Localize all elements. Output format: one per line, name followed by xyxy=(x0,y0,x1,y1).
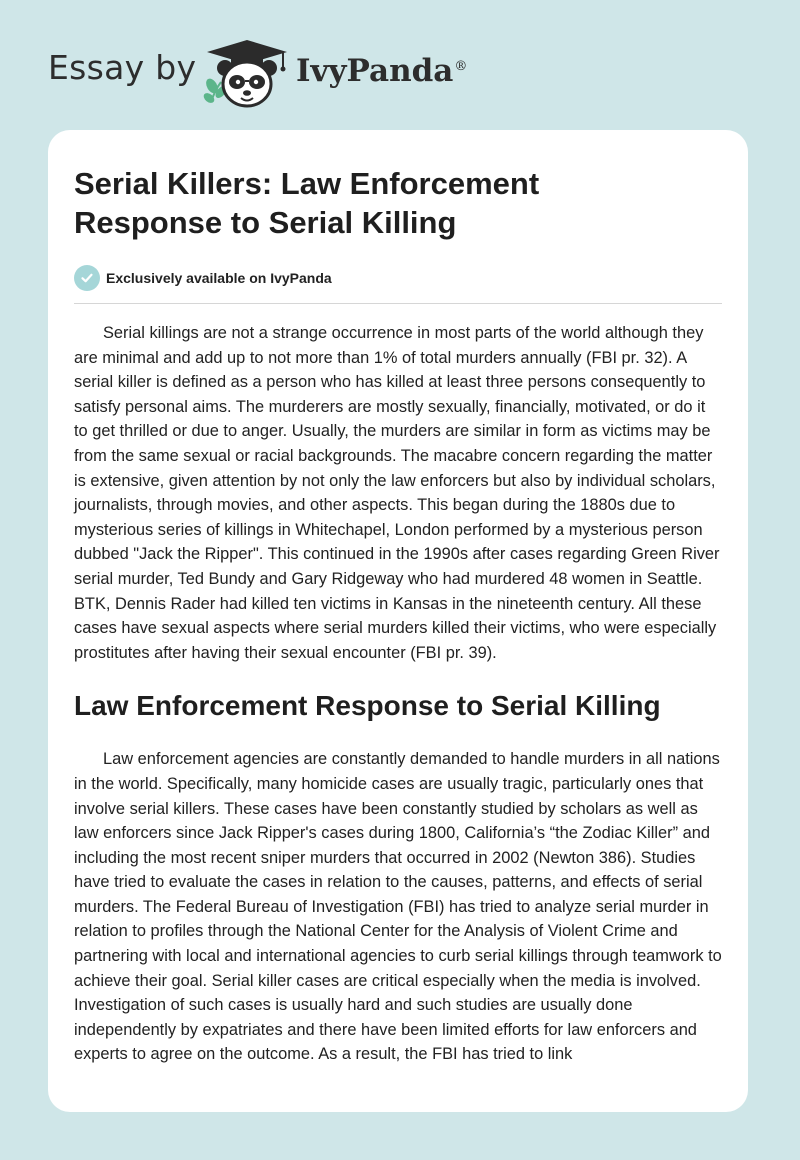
site-header xyxy=(48,34,508,110)
brand-name[interactable] xyxy=(296,53,467,89)
page-title: Serial Killers: Law Enforcement Response to Serial Killing xyxy=(74,166,540,240)
trademark-symbol: ® xyxy=(454,58,468,74)
essay-by-label: Essay by xyxy=(48,48,197,87)
exclusive-badge xyxy=(74,264,722,292)
paragraph-intro: Serial killings are not a strange occurrence in most parts of the world although they are minimal and add up to not more than 1% of total murders annually (FBI pr. 32). A serial killer is defined as a person who has killed at least three persons consequently to satisfy personal aims. The murderers are mostly sexually, financially, motivated, or do it to get thrilled or due to anger. Usually, the murders are similar in form as victims may be from the same sexual or racial backgrounds. The macabre concern regarding the matter is extensive, given attention by not only the law enforcers but also by individual scholars, journalists, through movies, and other aspects. This began during the 1880s due to mysterious series of killings in Whitechapel, London performed by a mysterious person dubbed "Jack the Ripper". This continued in the 1990s after cases regarding Green River serial murder, Ted Bundy and Gary Ridgeway who had murdered 48 women in Seattle. BTK, Dennis Rader had killed ten victims in Kansas in the nineteenth century. All these cases have sexual aspects where serial murders killed their victims, who were especially prostitutes after having their sexual encounter (FBI pr. 39). xyxy=(74,324,720,662)
section-heading: Law Enforcement Response to Serial Killing xyxy=(74,690,661,722)
exclusive-badge-text: Exclusively available on IvyPanda xyxy=(106,270,332,286)
check-icon xyxy=(74,265,100,291)
divider xyxy=(74,303,722,304)
paragraph-law-enforcement: Law enforcement agencies are constantly demanded to handle murders in all nations in the world. Specifically, many homicide cases are usually tragic, particularly ones that involve serial killers. These cases have been constantly studied by scholars as well as law enforcers since Jack Ripper's cases during 1800, California’s “the Zodiac Killer” and including the most recent sniper murders that occurred in 2002 (Newton 386). Studies have tried to evaluate the cases in relation to the causes, patterns, and effects of serial murders. The Federal Bureau of Investigation (FBI) has tried to analyze serial murder in relation to profiles through the National Center for the Analysis of Violent Crime and partnering with local and international agencies to curb serial killings through teamwork to achieve their goal. Serial killer cases are critical especially when the media is involved. Investigation of such cases is usually hard and such studies are usually done independently by expatriates and there have been limited efforts for law enforcers and experts to agree on the outcome. As a result, the FBI has tried to link xyxy=(74,750,722,1064)
panda-graduation-cap-icon[interactable] xyxy=(201,36,293,110)
brand-name-text: IvyPanda xyxy=(296,53,454,89)
essay-card xyxy=(48,130,748,1112)
